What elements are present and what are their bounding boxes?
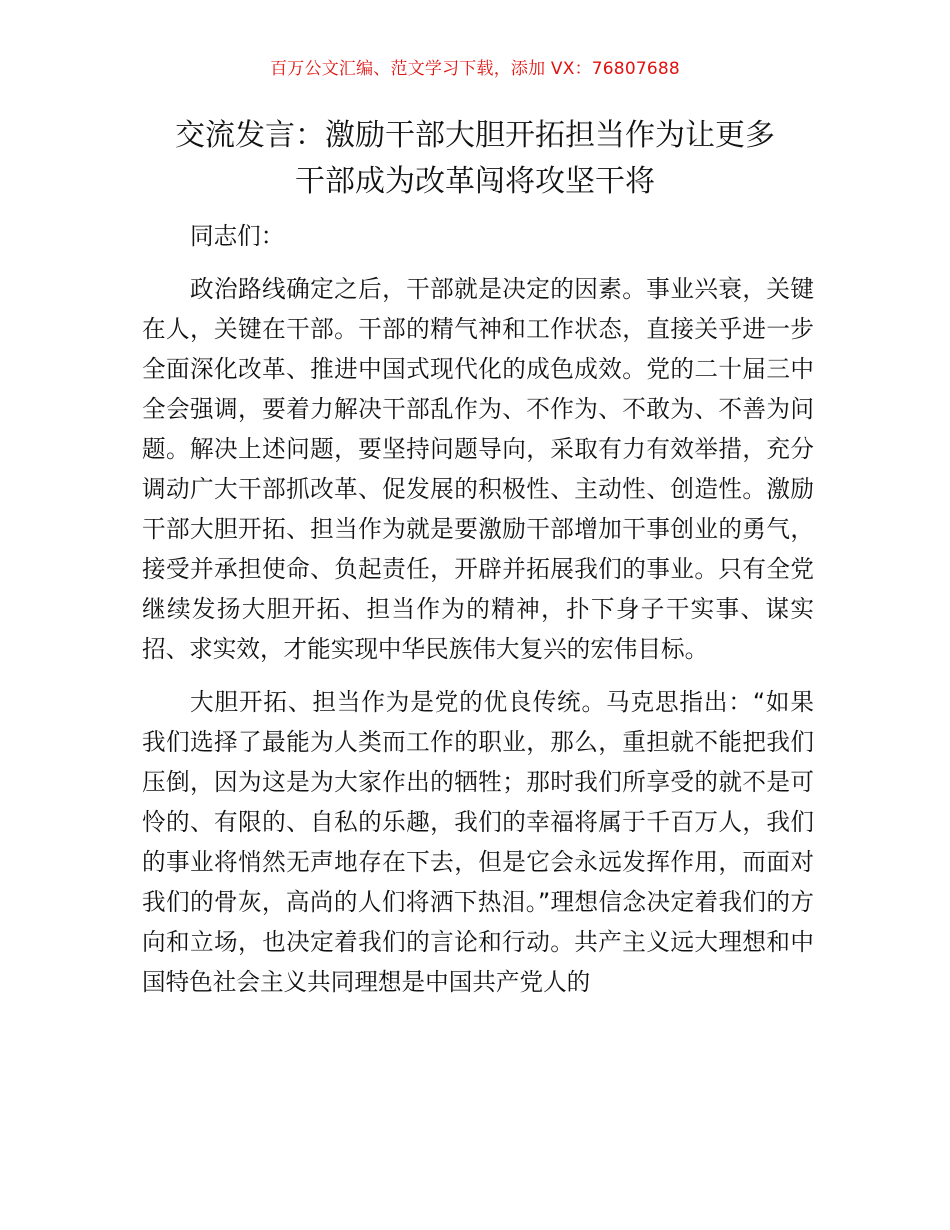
title-line-1: 交流发言：激励干部大胆开拓担当作为让更多 [175, 118, 775, 153]
document-body [142, 216, 814, 1015]
paragraph-1: 政治路线确定之后，干部就是决定的因素。事业兴衰，关键在人，关键在干部。干部的精气神和工作状态，直接关乎进一步全面深化改革、推进中国式现代化的成色成效。党的二十届三中全会强调，要着力解决干部乱作为、不作为、不敢为、不善为问题。解决上述问题，要坚持问题导向，采取有力有效举措，充分调动广大干部抓改革、促发展的积极性、主动性、创造性。激励干部大胆开拓、担当作为就是要激励干部增加干事创业的勇气，接受并承担使命、负起责任，开辟并拓展我们的事业。只有全党继续发扬大胆开拓、担当作为的精神，扑下身子干实事、谋实招、求实效，才能实现中华民族伟大复兴的宏伟目标。 [142, 275, 814, 663]
salutation: 同志们： [190, 222, 285, 250]
header-banner: 百万公文汇编、范文学习下载，添加 VX：76807688 [270, 59, 680, 79]
paragraph-2: 大胆开拓、担当作为是党的优良传统。马克思指出：“如果我们选择了最能为人类而工作的职业，那么，重担就不能把我们压倒，因为这是为大家作出的牺牲；那时我们所享受的就不是可怜的、有限的、自私的乐趣，我们的幸福将属于千百万人，我们的事业将悄然无声地存在下去，但是它会永远发挥作用，而面对我们的骨灰，高尚的人们将洒下热泪。”理想信念决定着我们的方向和立场，也决定着我们的言论和行动。共产主义远大理想和中国特色社会主义共同理想是中国共产党人的 [142, 688, 814, 996]
document-title [120, 113, 830, 205]
title-line-2: 干部成为改革闯将攻坚干将 [295, 164, 655, 199]
